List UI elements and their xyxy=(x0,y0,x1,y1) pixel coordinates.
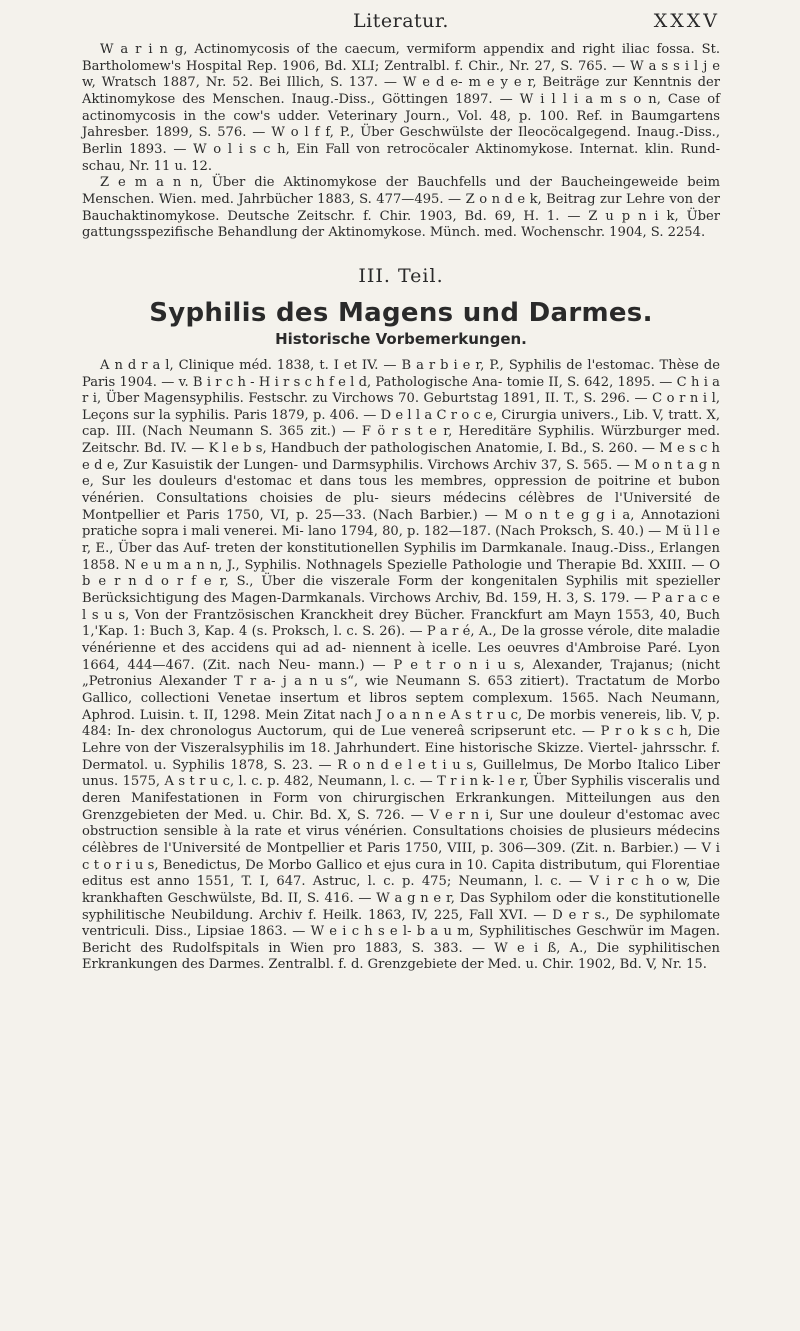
running-title: Literatur. xyxy=(353,10,449,32)
body-text xyxy=(82,42,720,974)
bibliography-paragraph-historical: A n d r a l, Clinique méd. 1838, t. I et IV. — B a r b i e r, P., Syphilis de l'estomac. Thèse de Paris 1904. — v. B i r c h - H i r s c h f e l d, Pathologische Ana- tomie II, S. 642, 1895. — C h i a r i, Über Magensyphilis. Festschr. zu Virchows 70. Geburtstag 1891, II. T., S. 296. — C o r n i l, Leçons sur la syphilis. Paris 1879, p. 406. — D e l l a C r o c e, Cirurgia univers., Lib. V, tratt. X, cap. III. (Nach Neumann S. 365 zit.) — F ö r s t e r, Hereditäre Syphilis. Würzburger med. Zeitschr. Bd. IV. — K l e b s, Handbuch der pathologischen Anatomie, I. Bd., S. 260. — M e s c h e d e, Zur Kasuistik der Lungen- und Darmsyphilis. Virchows Archiv 37, S. 565. — M o n t a g n e, Sur les douleurs d'estomac et dans tous les membres, oppression de poitrine et bubon vénérien. Consultations choisies de plu- sieurs médecins célèbres de l'Université de Montpellier et Paris 1750, VI, p. 25—33. (Nach Barbier.) — M o n t e g g i a, Annotazioni pratiche sopra i mali venerei. Mi- lano 1794, 80, p. 182—187. (Nach Proksch, S. 40.) — M ü l l e r, E., Über das Auf- treten der konstitutionellen Syphilis im Darmkanale. Inaug.-Diss., Erlangen 1858. N e u m a n n, J., Syphilis. Nothnagels Spezielle Pathologie und Therapie Bd. XXIII. — O b e r n d o r f e r, S., Über die viszerale Form der kongenitalen Syphilis mit spezieller Berücksichtigung des Magen-Darmkanals. Virchows Archiv, Bd. 159, H. 3, S. 179. — P a r a c e l s u s, Von der Frantzösischen Kranckheit drey Bücher. Franckfurt am Mayn 1553, 40, Buch 1,'Kap. 1: Buch 3, Kap. 4 (s. Proksch, l. c. S. 26). — P a r é, A., De la grosse vérole, dite maladie vénérienne et des accidens qui ad ad- niennent à icelle. Les oeuvres d'Ambroise Paré. Lyon 1664, 444—467. (Zit. nach Neu- mann.) — P e t r o n i u s, Alexander, Trajanus; (nicht „Petronius Alexander T r a- j a n u s“, wie Neumann S. 653 zitiert). Tractatum de Morbo Gallico, collectioni Venetae insertum et libros septem complexum. 1565. Nach Neumann, Aphrod. Luisin. t. II, 1298. Mein Zitat nach J o a n n e A s t r u c, De morbis venereis, lib. V, p. 484: In- dex chronologus Auctorum, qui de Lue venereâ scripserunt etc. — P r o k s c h, Die Lehre von der Viszeralsyphilis im 18. Jahrhundert. Eine historische Skizze. Viertel- jahrsschr. f. Dermatol. u. Syphilis 1878, S. 23. — R o n d e l e t i u s, Guillelmus, De Morbo Italico Liber unus. 1575, A s t r u c, l. c. p. 482, Neumann, l. c. — T r i n k- l e r, Über Syphilis visceralis und deren Manifestationen in Form von chirurgischen Erkrankungen. Mitteilungen aus den Grenzgebieten der Med. u. Chir. Bd. X, S. 726. — V e r n i, Sur une douleur d'estomac avec obstruction sensible à la rate et virus vénérien. Consultations choisies de plusieurs médecins célèbres de l'Université de Montpellier et Paris 1750, VIII, p. 306—309. (Zit. n. Barbier.) — V i c t o r i u s, Benedictus, De Morbo Gallico et ejus cura in 10. Capita distributum, qui Florentiae editus est anno 1551, T. I, 647. Astruc, l. c. p. 475; Neumann, l. c. — V i r c h o w, Die krankhaften Geschwülste, Bd. II, S. 416. — W a g n e r, Das Syphilom oder die konstitutionelle syphilitische Neubildung. Archiv f. Heilk. 1863, IV, 225, Fall XVI. — D e r s., De syphilomate ventriculi. Diss., Lipsiae 1863. — W e i c h s e l- b a u m, Syphilitisches Geschwür im Magen. Bericht des Rudolfspitals in Wien pro 1883, S. 383. — W e i ß, A., Die syphilitischen Erkrankungen des Darmes. Zentralbl. f. d. Grenzgebiete der Med. u. Chir. 1902, Bd. V, Nr. 15. xyxy=(82,357,720,973)
subsection-heading: Historische Vorbemerkungen. xyxy=(275,330,527,349)
section-heading: Syphilis des Magens und Darmes. xyxy=(149,297,653,328)
bibliography-paragraph-zemann: Z e m a n n, Über die Aktinomykose der Bauchfells und der Baucheingeweide beim Menschen. Wien. med. Jahrbücher 1883, S. 477—495. — Z o n d e k, Beitrag zur Lehre von der Bauchaktinomykose. Deutsche Zeitschr. f. Chir. 1903, Bd. 69, H. 1. — Z u p n i k, Über gattungsspezifische Behandlung der Aktinomykose. Münch. med. Wochenschr. 1904, S. 2254. xyxy=(82,175,720,241)
bibliography-paragraph-waring: W a r i n g, Actinomycosis of the caecum, vermiform appendix and right iliac fossa. St. Bartholomew's Hospital Rep. 1906, Bd. XLI; Zentralbl. f. Chir., Nr. 27, S. 765. — W a s s i l j e w, Wratsch 1887, Nr. 52. Bei Illich, S. 137. — W e d e- m e y e r, Beiträge zur Kenntnis der Aktinomykose des Menschen. Inaug.-Diss., Göttingen 1897. — W i l l i a m s o n, Case of actinomycosis in the cow's udder. Veterinary Journ., Vol. 48, p. 100. Ref. in Baumgartens Jahresber. 1899, S. 576. — W o l f f, P., Über Geschwülste der Ileocöcalgegend. Inaug.-Diss., Berlin 1893. — W o l i s c h, Ein Fall von retrocöcaler Aktinomykose. Internat. klin. Rund- schau, Nr. 11 u. 12. xyxy=(82,42,720,174)
page-number: XXXV xyxy=(653,10,720,32)
running-header xyxy=(82,8,720,40)
part-heading: III. Teil. xyxy=(358,264,444,287)
